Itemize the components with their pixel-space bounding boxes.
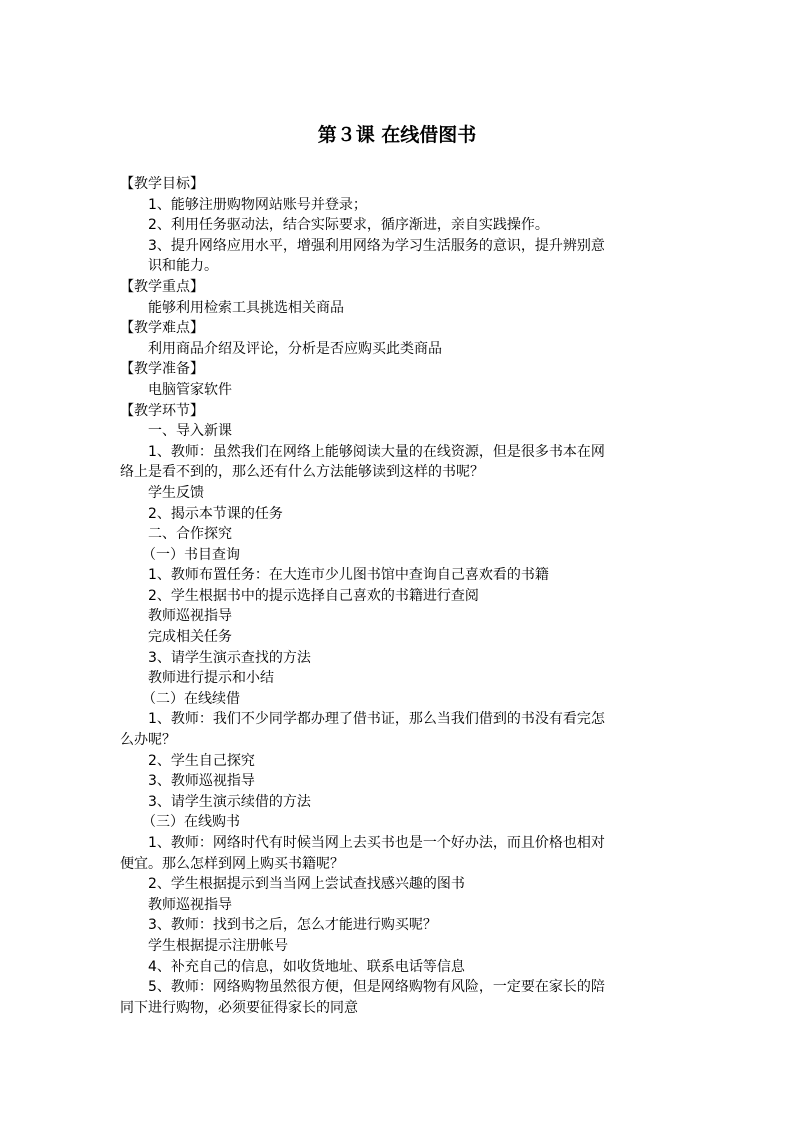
body-line: 3、提升网络应用水平，增强利用网络为学习生活服务的意识，提升辨别意 [148,237,605,254]
section-heading-key-points: 【教学重点】 [120,278,204,295]
body-line: 3、教师：找到书之后，怎么才能进行购买呢？ [148,917,437,934]
section-heading-preparation: 【教学准备】 [120,361,204,378]
body-line: 3、请学生演示续借的方法 [148,793,311,810]
body-line: 么办呢？ [120,732,176,749]
lesson-body [120,174,680,1018]
body-line: （二）在线续借 [142,690,240,707]
body-line: 4、补充自己的信息，如收货地址、联系电话等信息 [148,958,465,975]
body-line: 同下进行购物，必须要征得家长的同意 [120,999,358,1016]
body-line: 络上是看不到的，那么还有什么方法能够读到这样的书呢？ [120,464,484,481]
body-line: 2、学生自己探究 [148,752,255,769]
body-line: 教师巡视指导 [148,896,232,913]
body-line: 2、学生根据提示到当当网上尝试查找感兴趣的图书 [148,876,465,893]
body-line: 完成相关任务 [148,629,232,646]
body-line: 教师巡视指导 [148,608,232,625]
body-line: 电脑管家软件 [148,381,232,398]
body-line: 一、导入新课 [148,423,232,440]
body-line: 2、揭示本节课的任务 [148,505,283,522]
body-line: 识和能力。 [148,258,218,275]
body-line: 能够利用检索工具挑选相关商品 [148,299,344,316]
body-line: 1、能够注册购物网站账号并登录； [148,196,367,213]
body-line: 学生反馈 [148,484,204,501]
section-heading-objectives: 【教学目标】 [120,176,204,192]
body-line: 二、合作探究 [148,526,232,543]
body-line: （一）书目查询 [142,546,240,563]
body-line: 教师进行提示和小结 [148,670,274,687]
body-line: 3、请学生演示查找的方法 [148,649,311,666]
section-heading-procedure: 【教学环节】 [120,402,204,419]
body-line: 便宜。那么怎样到网上购买书籍呢？ [120,855,344,872]
body-line: 1、教师：网络时代有时候当网上去买书也是一个好办法，而且价格也相对 [148,835,605,851]
body-line: 3、教师巡视指导 [148,773,255,790]
body-line: 5、教师：网络购物虽然很方便，但是网络购物有风险，一定要在家长的陪 [148,979,605,996]
lesson-title: 第３课 在线借图书 [317,124,477,146]
body-line: 2、学生根据书中的提示选择自己喜欢的书籍进行查阅 [148,587,479,604]
body-line: 1、教师布置任务：在大连市少儿图书馆中查询自己喜欢看的书籍 [148,567,549,584]
body-line: 学生根据提示注册帐号 [148,937,288,954]
body-line: 利用商品介绍及评论，分析是否应购买此类商品 [148,340,442,357]
section-heading-difficulties: 【教学难点】 [120,320,204,337]
body-line: 1、教师：我们不少同学都办理了借书证，那么当我们借到的书没有看完怎 [148,711,605,728]
body-line: 1、教师：虽然我们在网络上能够阅读大量的在线资源，但是很多书本在网 [148,443,605,460]
body-line: 2、利用任务驱动法，结合实际要求，循序渐进，亲自实践操作。 [148,217,549,234]
body-line: （三）在线购书 [142,814,240,831]
